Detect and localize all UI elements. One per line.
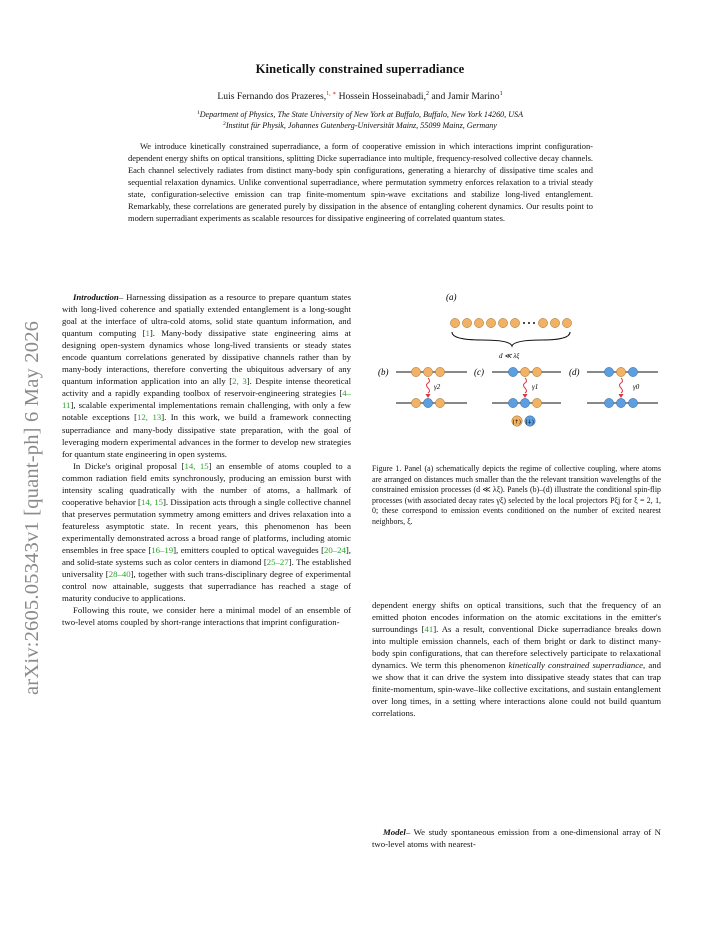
dicke-text-1: In Dicke's original proposal [ <box>73 460 185 471</box>
intro-heading: Introduction <box>73 292 119 302</box>
author-1: Luis Fernando dos Prazeres, <box>217 91 327 102</box>
ellipsis-dot <box>528 322 530 324</box>
intro-text-2: ]. Many-body dissipative state engineering aims at designing open-system dynamics whose long-lived transients or steady states encode quantum correlations generated by dissipative channels rather than by many-body interactions, therefore converting the ubiquitous adversary of any quantum information application into an ally [ <box>62 328 351 387</box>
atom-excited <box>411 367 420 376</box>
atom-excited <box>616 367 625 376</box>
atom-ground <box>520 398 529 407</box>
dicke-text-6: ]. The established universality [ <box>62 557 351 580</box>
model-paragraph <box>372 826 661 850</box>
dicke-text-3: ]. Dissipation acts through a single collective channel that preserves permutation symmetry among emitters and drives relaxation into a featureless asymptotic state. In recent years, this phenomenon has been experimentally demonstrated across a broad range of platforms, including atomic ensembles in free space [ <box>62 496 352 555</box>
atom-ground <box>628 367 637 376</box>
atom-excited <box>474 318 483 327</box>
citation-link[interactable]: 41 <box>424 624 434 635</box>
author-1-affil: 1, ∗ <box>326 91 337 97</box>
affiliation-1 <box>0 110 720 119</box>
distance-label: d ≪ λξ <box>499 352 520 360</box>
arxiv-identifier: arXiv:2605.05343v1 [quant-ph] 6 May 2026 <box>21 320 43 695</box>
panel-b-label: (b) <box>378 367 389 377</box>
atom-excited <box>520 367 529 376</box>
intro-paragraph <box>62 291 351 460</box>
cont-text-1: dependent energy shifts on optical transitions, such that the frequency of an emitted photon encodes information on the atomic excitations in the emitter's surroundings [ <box>372 600 661 635</box>
panel-a-label: (a) <box>446 292 457 302</box>
atom-ground <box>423 398 432 407</box>
dicke-text-4: ], emitters coupled to optical waveguides [ <box>173 544 325 555</box>
ellipsis-dot <box>533 322 535 324</box>
atom-excited <box>450 318 459 327</box>
atom-excited <box>532 367 541 376</box>
dicke-text-5: ], and solid-state systems such as color centers in diamond [ <box>62 544 351 568</box>
photon-emission-icon <box>620 378 623 393</box>
atom-excited <box>532 398 541 407</box>
atom-ground <box>508 367 517 376</box>
intro-text-3: ]. Despite intense theoretical activity and a rapidly expanding toolbox of reservoir-engineering strategies [ <box>62 376 352 399</box>
atom-chain-a <box>450 318 571 327</box>
citation-link[interactable]: 14, 15 <box>140 496 163 507</box>
atom-excited <box>423 367 432 376</box>
atom-ground <box>616 398 625 407</box>
paper-title: Kinetically constrained superradiance <box>255 62 465 76</box>
decay-rate-gamma-0: γ0 <box>633 383 640 391</box>
atom-excited <box>550 318 559 327</box>
intro-text-5: ]. In this work, we build a framework connecting superradiance and many-body dissipative state preparation, with the goal of leveraging modern experimental advances in the former to develop new strategies for quantum state engineering in open systems. <box>62 412 351 459</box>
citation-link[interactable]: 12, 13 <box>137 412 162 423</box>
author-3-affil: 1 <box>499 91 503 97</box>
atom-ground <box>604 367 613 376</box>
panel-d-label: (d) <box>569 367 580 377</box>
panel-d-diagram <box>587 367 658 407</box>
author-3: and Jamir Marino <box>428 91 500 102</box>
abstract: We introduce kinetically constrained superradiance, a form of cooperative emission in which interactions imprint configuration-dependent energy shifts on optical transitions, splitting Dicke superradiance into multiple, frequency-resolved collective decay channels. Each channel selectively radiates from distinct many-body spin configurations, generating a hierarchy of dissipative time scales and sequential relaxation dynamics. Unlike conventional superradiance, where permutation symmetry enforces relaxation to a trivial steady state, configuration-selective emission can trap finite-momentum spin-wave excitations and stabilize long-lived entanglement. Remarkably, these correlations are generated purely by dissipation in the absence of entangling coherent dynamics. Our results point to modern superradiant experiments as scalable resources for dissipative engineering of correlated quantum states. <box>128 141 593 224</box>
arxiv-stamp <box>21 235 47 695</box>
arrow-down-icon <box>619 394 624 398</box>
continuation-paragraph <box>372 599 661 719</box>
affiliation-2-text: Institut für Physik, Johannes Gutenberg-Universität Mainz, 55099 Mainz, Germany <box>225 121 497 130</box>
atom-ground <box>604 398 613 407</box>
atom-excited <box>562 318 571 327</box>
atom-excited <box>498 318 507 327</box>
figure-1 <box>372 278 660 448</box>
author-2: Hossein Hosseinabadi, <box>336 91 426 102</box>
model-text-1: – We study spontaneous emission from a one-dimensional array of N two-level atoms with nearest- <box>372 827 661 850</box>
arrow-down-icon <box>426 394 431 398</box>
photon-emission-icon <box>524 378 527 393</box>
intro-text-1: – Harnessing dissipation as a resource to prepare quantum states with long-lived coherence and spatially extended entanglement is a long-sought goal at the interface of ultra-cold atoms, solid state quantum information, and quantum computing [ <box>62 292 351 339</box>
citation-link[interactable]: 4–11 <box>62 388 351 411</box>
affiliation-1-num: 1 <box>196 110 200 116</box>
intro-text-4: ], scalable experimental implementations remain challenging, with only a few notable exceptions [ <box>62 400 351 423</box>
atom-ground <box>508 398 517 407</box>
author-2-affil: 2 <box>425 91 429 97</box>
atom-ground <box>628 398 637 407</box>
atom-excited <box>510 318 519 327</box>
citation-link[interactable]: 2, 3 <box>232 376 247 387</box>
distance-brace <box>452 332 570 346</box>
decay-rate-gamma-2: γ2 <box>434 383 441 391</box>
citation-link[interactable]: 1 <box>145 328 150 339</box>
panel-b-diagram <box>396 367 467 407</box>
dicke-text-2: ] an ensemble of atoms coupled to a common radiation field emits synchronously, producing an emission burst with intensity scaling quadratically with the number of atoms, a hallmark of cooperative behavior [ <box>62 460 351 507</box>
citation-link[interactable]: 28–40 <box>108 569 131 580</box>
right-column-continuation <box>372 599 661 719</box>
cont-text-3: , and we show that it can drive the system into dissipative steady states that can trap finite-momentum, spin-wave–like collective excitations, and sustain entanglement over long times, in a setting where interactions alone could not build quantum correlations. <box>372 660 661 719</box>
citation-link[interactable]: 14, 15 <box>184 460 209 471</box>
atom-excited <box>538 318 547 327</box>
cont-text-2: ]. As a result, conventional Dicke superradiance breaks down into multiple emission channels, each of them bright or dark to distinct many-body spin configurations, that can therefore selectively participate to relaxational dynamics. We term this phenomenon <box>372 624 661 671</box>
dicke-paragraph <box>62 460 351 605</box>
panel-c-diagram <box>492 367 561 426</box>
atom-excited <box>411 398 420 407</box>
citation-link[interactable]: 16–19 <box>151 544 174 555</box>
affiliation-1-text: Department of Physics, The State University of New York at Buffalo, Buffalo, New York 14260, USA <box>199 110 524 119</box>
right-column-model <box>372 826 661 850</box>
left-column <box>62 291 351 628</box>
legend-ground-label: |↓⟩ <box>525 419 535 426</box>
author-list <box>0 91 720 102</box>
following-paragraph: Following this route, we consider here a minimal model of an ensemble of two-level atoms coupled by short-range interactions that imprint configuration- <box>62 605 351 628</box>
dicke-text-7: ], together with such trans-disciplinary degree of experimental control now attainable, suggests that superradiance has reached a stage of maturity conducive to applications. <box>62 569 351 604</box>
atom-excited <box>462 318 471 327</box>
ellipsis-dot <box>523 322 525 324</box>
atom-excited <box>435 398 444 407</box>
atom-excited <box>486 318 495 327</box>
atom-excited <box>435 367 444 376</box>
figure-1-caption: Figure 1. Panel (a) schematically depicts the regime of collective coupling, where atoms are arranged on distances much smaller than the the relevant transition wavelengths of the constrained emission processes (d ≪ λξ). Panels (b)–(d) illustrate the conditional spin-flip processes (with associated decay rates γξ) selected by the local projectors Pξj for ξ = 2, 1, 0; these correspond to emission events conditioned on the number of excited nearest neighbors, ξ. <box>372 464 661 526</box>
arrow-down-icon <box>523 394 528 398</box>
panel-c-label: (c) <box>474 367 484 377</box>
emphasis-term: kinetically constrained superradiance <box>508 660 644 671</box>
citation-link[interactable]: 20–24 <box>324 544 346 555</box>
decay-rate-gamma-1: γ1 <box>532 383 539 391</box>
photon-emission-icon <box>427 378 430 393</box>
legend-excited-label: |↑⟩ <box>512 419 522 426</box>
affiliation-2 <box>0 121 720 130</box>
model-heading: Model <box>383 827 406 837</box>
citation-link[interactable]: 25–27 <box>266 557 289 568</box>
affiliation-2-num: 2 <box>223 121 226 127</box>
